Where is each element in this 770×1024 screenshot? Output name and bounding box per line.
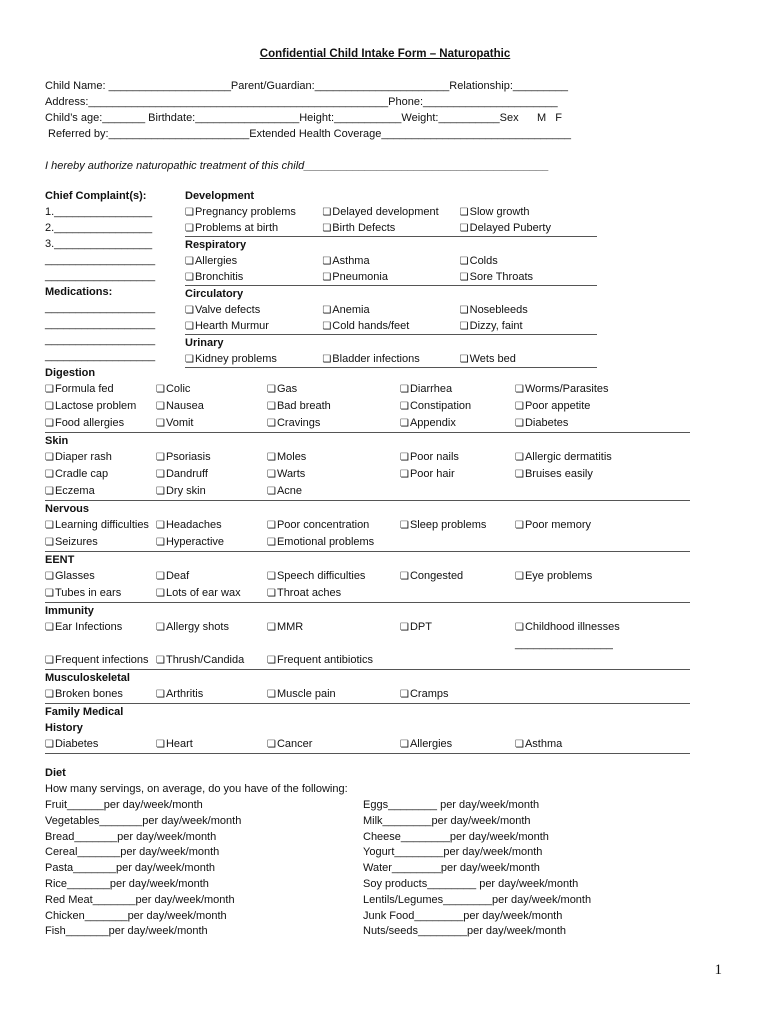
checkbox-psoriasis[interactable]: ❏ Psoriasis (156, 451, 211, 463)
child-info-section (45, 78, 645, 142)
checkbox-valve-defects[interactable]: ❏ Valve defects (185, 304, 260, 316)
diet-item-water: Water________per day/week/month (363, 862, 540, 875)
checkbox-cell (400, 534, 515, 551)
checkbox-cell (267, 398, 400, 415)
section-header: Skin (45, 435, 69, 447)
medication-line: __________________ (45, 302, 156, 314)
checkbox-delayed-development[interactable]: ❏ Delayed development (322, 206, 438, 218)
checkbox-learning-difficulties[interactable]: ❏ Learning difficulties (45, 519, 149, 531)
checkbox-cell (267, 466, 400, 483)
section-eent (45, 552, 690, 603)
checkbox-cell (45, 449, 156, 466)
checkbox-tubes-in-ears[interactable]: ❏ Tubes in ears (45, 587, 121, 599)
checkbox-pneumonia[interactable]: ❏ Pneumonia (322, 271, 388, 283)
checkbox-cell (267, 449, 400, 466)
diet-item-red-meat: Red Meat_______per day/week/month (45, 893, 235, 906)
checkbox-cell (515, 619, 665, 652)
section-header: Immunity (45, 605, 94, 617)
checkbox-cell (515, 381, 665, 398)
checkbox-constipation[interactable]: ❏ Constipation (400, 400, 471, 412)
checkbox-lots-of-ear-wax[interactable]: ❏ Lots of ear wax (156, 587, 241, 599)
checkbox-poor-appetite[interactable]: ❏ Poor appetite (515, 400, 590, 412)
checkbox-cell (400, 652, 515, 669)
diet-item-cereal: Cereal_______per day/week/month (45, 846, 220, 859)
diet-column-right (363, 797, 653, 939)
checkbox-vomit[interactable]: ❏ Vomit (156, 417, 193, 429)
checkbox-bronchitis[interactable]: ❏ Bronchitis (185, 271, 243, 283)
section-header: Development (185, 190, 255, 202)
checkbox-dizzy-faint[interactable]: ❏ Dizzy, faint (460, 320, 523, 332)
complaints-development-section (45, 188, 605, 368)
section-header: Circulatory (185, 288, 244, 300)
checkbox-eye-problems[interactable]: ❏ Eye problems (515, 570, 592, 582)
checkbox-glasses[interactable]: ❏ Glasses (45, 570, 95, 582)
checkbox-cell (267, 517, 400, 534)
checkbox-cell (400, 517, 515, 534)
checkbox-worms-parasites[interactable]: ❏ Worms/Parasites (515, 383, 609, 395)
checkbox-row (185, 253, 597, 269)
checkbox-diabetes[interactable]: ❏ Diabetes (515, 417, 568, 429)
checkbox-cell (45, 736, 156, 753)
checkbox-row (185, 318, 597, 334)
complaint-line: 2.________________ (45, 222, 153, 234)
checkbox-moles[interactable]: ❏ Moles (267, 451, 306, 463)
section-header: EENT (45, 554, 75, 566)
checkbox-cell (185, 318, 322, 334)
checkbox-cell (515, 483, 665, 500)
checkbox-cell (460, 253, 597, 269)
checkbox-cell (156, 466, 267, 483)
section-header: Musculoskeletal (45, 672, 130, 684)
checkbox-cell (267, 534, 400, 551)
checkbox-cell (400, 398, 515, 415)
diet-item-yogurt: Yogurt________per day/week/month (363, 846, 543, 859)
section-urinary (185, 335, 597, 368)
section-nervous (45, 501, 690, 552)
checkbox-cell (45, 585, 156, 602)
checkbox-cell (400, 466, 515, 483)
checkbox-acne[interactable]: ❏ Acne (267, 485, 302, 497)
checkbox-cold-hands-feet[interactable]: ❏ Cold hands/feet (322, 320, 409, 332)
checkbox-cell (156, 381, 267, 398)
checkbox-cell (400, 736, 515, 753)
checkbox-bad-breath[interactable]: ❏ Bad breath (267, 400, 331, 412)
checkbox-cell (267, 415, 400, 432)
checkbox-cell (400, 568, 515, 585)
checkbox-cell (45, 686, 156, 703)
checkbox-cancer[interactable]: ❏ Cancer (267, 738, 312, 750)
checkbox-cell (156, 483, 267, 500)
checkbox-cramps[interactable]: ❏ Cramps (400, 688, 448, 700)
section-header: Family Medical History (45, 706, 124, 734)
checkbox-frequent-antibiotics[interactable]: ❏ Frequent antibiotics (267, 654, 373, 666)
checkbox-poor-memory[interactable]: ❏ Poor memory (515, 519, 591, 531)
checkbox-appendix[interactable]: ❏ Appendix (400, 417, 456, 429)
checkbox-colic[interactable]: ❏ Colic (156, 383, 190, 395)
checkbox-cell (45, 381, 156, 398)
systems-checklist (45, 365, 690, 754)
checkbox-cell (45, 568, 156, 585)
complaint-line: 1.________________ (45, 206, 153, 218)
checkbox-wets-bed[interactable]: ❏ Wets bed (460, 353, 516, 365)
checkbox-row (45, 619, 690, 652)
checkbox-cell (156, 568, 267, 585)
checkbox-cell (156, 652, 267, 669)
section-development (185, 188, 597, 237)
checkbox-cell (400, 585, 515, 602)
chief-complaints-column (45, 188, 180, 364)
checkbox-delayed-puberty[interactable]: ❏ Delayed Puberty (460, 222, 551, 234)
checkbox-cell (460, 204, 597, 220)
checkbox-cell (515, 517, 665, 534)
section-immunity (45, 603, 690, 670)
complaint-line: __________________ (45, 254, 156, 266)
checkbox-cell (185, 253, 322, 269)
checkbox-cell (45, 483, 156, 500)
diet-item-junk-food: Junk Food________per day/week/month (363, 909, 563, 922)
section-header: Urinary (185, 337, 224, 349)
checkbox-cell (515, 568, 665, 585)
development-checklist (185, 188, 597, 368)
checkbox-cell (400, 686, 515, 703)
checkbox-cell (267, 652, 400, 669)
checkbox-formula-fed[interactable]: ❏ Formula fed (45, 383, 114, 395)
checkbox-frequent-infections[interactable]: ❏ Frequent infections (45, 654, 149, 666)
authorization-statement: I hereby authorize naturopathic treatment of this child________________________________________ (45, 160, 549, 172)
checkbox-cradle-cap[interactable]: ❏ Cradle cap (45, 468, 108, 480)
checkbox-speech-difficulties[interactable]: ❏ Speech difficulties (267, 570, 365, 582)
chief-complaints-header: Chief Complaint(s): (45, 190, 147, 202)
checkbox-cell (322, 253, 459, 269)
complaint-line: 3.________________ (45, 238, 153, 250)
checkbox-problems-at-birth[interactable]: ❏ Problems at birth (185, 222, 278, 234)
checkbox-cell (400, 619, 515, 652)
medication-line: __________________ (45, 334, 156, 346)
checkbox-cell (515, 449, 665, 466)
checkbox-gas[interactable]: ❏ Gas (267, 383, 297, 395)
checkbox-dandruff[interactable]: ❏ Dandruff (156, 468, 208, 480)
section-header: Digestion (45, 367, 96, 379)
diet-item-bread: Bread_______per day/week/month (45, 830, 217, 843)
checkbox-row (185, 204, 597, 220)
checkbox-row (185, 302, 597, 318)
checkbox-cell (156, 736, 267, 753)
checkbox-row (45, 381, 690, 398)
checkbox-emotional-problems[interactable]: ❏ Emotional problems (267, 536, 374, 548)
checkbox-cell (400, 415, 515, 432)
checkbox-row (45, 415, 690, 432)
checkbox-cell (45, 466, 156, 483)
checkbox-throat-aches[interactable]: ❏ Throat aches (267, 587, 341, 599)
checkbox-cell (515, 466, 665, 483)
diet-question: How many servings, on average, do you have of the following: (45, 783, 348, 795)
checkbox-diabetes[interactable]: ❏ Diabetes (45, 738, 98, 750)
checkbox-cell (460, 220, 597, 236)
checkbox-cell (45, 652, 156, 669)
checkbox-cell (45, 534, 156, 551)
checkbox-nosebleeds[interactable]: ❏ Nosebleeds (460, 304, 528, 316)
diet-column-left (45, 797, 363, 939)
checkbox-kidney-problems[interactable]: ❏ Kidney problems (185, 353, 277, 365)
checkbox-slow-growth[interactable]: ❏ Slow growth (460, 206, 530, 218)
checkbox-cell (400, 449, 515, 466)
checkbox-deaf[interactable]: ❏ Deaf (156, 570, 189, 582)
checkbox-asthma[interactable]: ❏ Asthma (515, 738, 562, 750)
checkbox-cell (156, 534, 267, 551)
checkbox-poor-nails[interactable]: ❏ Poor nails (400, 451, 459, 463)
checkbox-poor-hair[interactable]: ❏ Poor hair (400, 468, 455, 480)
checkbox-cell (267, 568, 400, 585)
checkbox-row (185, 269, 597, 285)
checkbox-cell (515, 736, 665, 753)
checkbox-muscle-pain[interactable]: ❏ Muscle pain (267, 688, 336, 700)
checkbox-cell (460, 269, 597, 285)
diet-item-soy-products: Soy products________ per day/week/month (363, 877, 579, 890)
section-musculoskeletal (45, 670, 690, 704)
checkbox-cell (515, 585, 665, 602)
checkbox-cell (322, 220, 459, 236)
diet-item-fruit: Fruit______per day/week/month (45, 799, 203, 811)
address-line: Address:_________________________________________________Phone:______________________ (45, 96, 558, 108)
checkbox-cell (45, 517, 156, 534)
diet-item-vegetables: Vegetables_______per day/week/month (45, 814, 242, 827)
section-respiratory (185, 237, 597, 286)
complaint-line: __________________ (45, 270, 156, 282)
checkbox-cell (322, 204, 459, 220)
checkbox-colds[interactable]: ❏ Colds (460, 255, 498, 267)
medication-line: __________________ (45, 350, 156, 362)
checkbox-cell (185, 220, 322, 236)
page-number: 1 (714, 962, 722, 978)
checkbox-cell (267, 483, 400, 500)
checkbox-row (45, 534, 690, 551)
checkbox-cell (267, 736, 400, 753)
checkbox-birth-defects[interactable]: ❏ Birth Defects (322, 222, 395, 234)
checkbox-sleep-problems[interactable]: ❏ Sleep problems (400, 519, 486, 531)
checkbox-nausea[interactable]: ❏ Nausea (156, 400, 204, 412)
checkbox-allergies[interactable]: ❏ Allergies (185, 255, 237, 267)
checkbox-eczema[interactable]: ❏ Eczema (45, 485, 95, 497)
checkbox-row (45, 449, 690, 466)
checkbox-cell (400, 483, 515, 500)
checkbox-warts[interactable]: ❏ Warts (267, 468, 305, 480)
checkbox-pregnancy-problems[interactable]: ❏ Pregnancy problems (185, 206, 296, 218)
checkbox-row (45, 585, 690, 602)
checkbox-broken-bones[interactable]: ❏ Broken bones (45, 688, 123, 700)
diet-item-rice: Rice_______per day/week/month (45, 877, 209, 890)
checkbox-row (45, 686, 690, 703)
checkbox-sore-throats[interactable]: ❏ Sore Throats (460, 271, 533, 283)
checkbox-headaches[interactable]: ❏ Headaches (156, 519, 222, 531)
section-header: Nervous (45, 503, 90, 515)
checkbox-cell (45, 619, 156, 652)
checkbox-cell (460, 302, 597, 318)
checkbox-asthma[interactable]: ❏ Asthma (322, 255, 369, 267)
checkbox-thrush-candida[interactable]: ❏ Thrush/Candida (156, 654, 244, 666)
checkbox-cell (156, 415, 267, 432)
checkbox-row (45, 652, 690, 669)
diet-item-cheese: Cheese________per day/week/month (363, 830, 549, 843)
checkbox-cell (156, 398, 267, 415)
checkbox-arthritis[interactable]: ❏ Arthritis (156, 688, 203, 700)
checkbox-cell (460, 318, 597, 334)
diet-header: Diet (45, 767, 66, 779)
checkbox-congested[interactable]: ❏ Congested (400, 570, 463, 582)
checkbox-ear-infections[interactable]: ❏ Ear Infections (45, 621, 122, 633)
diet-item-nuts-seeds: Nuts/seeds________per day/week/month (363, 925, 567, 938)
checkbox-hyperactive[interactable]: ❏ Hyperactive (156, 536, 224, 548)
checkbox-diaper-rash[interactable]: ❏ Diaper rash (45, 451, 112, 463)
checkbox-food-allergies[interactable]: ❏ Food allergies (45, 417, 124, 429)
checkbox-cell (156, 449, 267, 466)
checkbox-cell (322, 302, 459, 318)
checkbox-cell (267, 619, 400, 652)
checkbox-dpt[interactable]: ❏ DPT (400, 621, 432, 633)
diet-section (45, 765, 665, 939)
checkbox-cell (45, 415, 156, 432)
checkbox-dry-skin[interactable]: ❏ Dry skin (156, 485, 206, 497)
checkbox-hearth-murmur[interactable]: ❏ Hearth Murmur (185, 320, 269, 332)
checkbox-cell (156, 619, 267, 652)
checkbox-cell (322, 269, 459, 285)
checkbox-row (45, 398, 690, 415)
checkbox-cell (267, 585, 400, 602)
child-name-line: Child Name: ____________________Parent/Guardian:______________________Relationship:_________ (45, 80, 568, 92)
checkbox-row (45, 483, 690, 500)
age-birthdate-line: Child’s age:_______ Birthdate:_________________Height:___________Weight:__________Sex M F (45, 112, 562, 124)
checkbox-cell (515, 652, 665, 669)
checkbox-row (45, 517, 690, 534)
section-skin (45, 433, 690, 501)
checkbox-cell (185, 269, 322, 285)
checkbox-seizures[interactable]: ❏ Seizures (45, 536, 98, 548)
checkbox-childhood-illnesses[interactable]: ❏ Childhood illnesses ________________ (515, 621, 620, 650)
medications-header: Medications: (45, 286, 113, 298)
diet-item-chicken: Chicken_______per day/week/month (45, 909, 227, 922)
checkbox-allergic-dermatitis[interactable]: ❏ Allergic dermatitis (515, 451, 612, 463)
checkbox-lactose-problem[interactable]: ❏ Lactose problem (45, 400, 136, 412)
checkbox-cell (515, 534, 665, 551)
checkbox-cell (156, 585, 267, 602)
checkbox-allergies[interactable]: ❏ Allergies (400, 738, 452, 750)
checkbox-cell (45, 398, 156, 415)
checkbox-row (45, 466, 690, 483)
diet-item-lentils-legumes: Lentils/Legumes________per day/week/month (363, 893, 592, 906)
checkbox-poor-concentration[interactable]: ❏ Poor concentration (267, 519, 369, 531)
section-digestion (45, 365, 690, 433)
diet-item-milk: Milk________per day/week/month (363, 814, 531, 827)
section-circulatory (185, 286, 597, 335)
checkbox-cell (185, 204, 322, 220)
checkbox-cell (267, 686, 400, 703)
checkbox-mmr[interactable]: ❏ MMR (267, 621, 303, 633)
checkbox-row (45, 568, 690, 585)
referred-by-line: Referred by:_______________________Extended Health Coverage_______________________________ (45, 128, 572, 140)
diet-item-fish: Fish_______per day/week/month (45, 925, 208, 938)
checkbox-cell (156, 686, 267, 703)
checkbox-cell (156, 517, 267, 534)
checkbox-cravings[interactable]: ❏ Cravings (267, 417, 320, 429)
section-family-medical-history (45, 704, 690, 754)
checkbox-anemia[interactable]: ❏ Anemia (322, 304, 369, 316)
checkbox-row (185, 220, 597, 236)
checkbox-cell (322, 318, 459, 334)
checkbox-heart[interactable]: ❏ Heart (156, 738, 193, 750)
checkbox-cell (515, 686, 665, 703)
checkbox-cell (515, 398, 665, 415)
checkbox-cell (185, 302, 322, 318)
checkbox-allergy-shots[interactable]: ❏ Allergy shots (156, 621, 229, 633)
diet-item-pasta: Pasta_______per day/week/month (45, 862, 216, 875)
checkbox-cell (515, 415, 665, 432)
diet-item-eggs: Eggs________ per day/week/month (363, 799, 540, 811)
section-header: Respiratory (185, 239, 247, 251)
checkbox-cell (400, 381, 515, 398)
checkbox-cell (267, 381, 400, 398)
checkbox-bladder-infections[interactable]: ❏ Bladder infections (322, 353, 419, 365)
checkbox-bruises-easily[interactable]: ❏ Bruises easily (515, 468, 593, 480)
form-title: Confidential Child Intake Form – Naturopathic (259, 48, 511, 60)
checkbox-diarrhea[interactable]: ❏ Diarrhea (400, 383, 452, 395)
medication-line: __________________ (45, 318, 156, 330)
checkbox-row (45, 736, 690, 753)
